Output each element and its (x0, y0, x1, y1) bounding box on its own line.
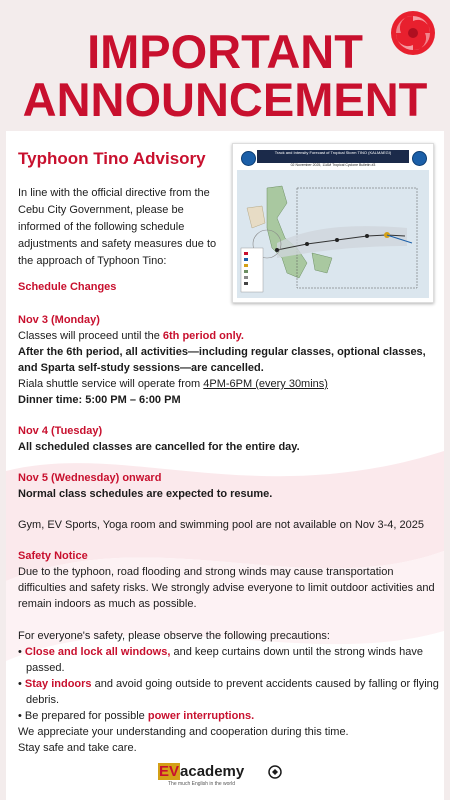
nov5-line1: Normal class schedules are expected to resume. (18, 488, 273, 500)
closing-line-2: Stay safe and take care. (18, 742, 137, 754)
precaution-item-windows: • Close and lock all windows, and keep curtains down until the strong winds have passed. (18, 646, 423, 674)
safety-body: Due to the typhoon, road flooding and strong winds may cause transportation difficulties and safety risks. We strongly advise everyone to limit outdoor activities and remain indoors as much as possible. (18, 566, 435, 610)
nov3-line2: After the 6th period, all activities—including regular classes, optional classes, and Sparta self-study sessions—are cancelled. (18, 346, 426, 374)
nov3-line3: Riala shuttle service will operate from 4PM-6PM (every 30mins) (18, 378, 328, 390)
map-title: Track and Intensity Forecast of Tropical Storm TINO (KALMAEGI) (257, 150, 409, 163)
logo-globe-icon (268, 765, 282, 779)
precaution-item-power: • Be prepared for possible power interruptions. (18, 710, 255, 722)
title-line-1: IMPORTANT (87, 25, 363, 78)
advisory-title: Typhoon Tino Advisory (18, 149, 206, 168)
logo-text: academy (180, 763, 245, 780)
nov3-line4: Dinner time: 5:00 PM – 6:00 PM (18, 394, 181, 406)
logo-ev: EV (159, 763, 180, 780)
nov4-heading: Nov 4 (Tuesday) (18, 425, 103, 437)
closing-line-1: We appreciate your understanding and cooperation during this time. (18, 726, 349, 738)
map-image (237, 148, 429, 298)
safety-heading: Safety Notice (18, 550, 88, 562)
content-card (6, 131, 444, 800)
pagasa-logo-icon (241, 151, 256, 166)
nov3-heading: Nov 3 (Monday) (18, 314, 100, 326)
facilities-notice: Gym, EV Sports, Yoga room and swimming pool are not available on Nov 3-4, 2025 (18, 519, 425, 531)
shuttle-times: 4PM-6PM (every 30mins) (203, 378, 328, 390)
precautions-intro: For everyone's safety, please observe the following precautions: (18, 630, 330, 642)
header (0, 0, 450, 128)
title-line-2: ANNOUNCEMENT (22, 73, 428, 126)
precaution-item-indoors: • Stay indoors and avoid going outside to prevent accidents caused by falling or flying debris. (18, 678, 439, 706)
evacademy-logo (150, 762, 300, 792)
map-subtitle: 02 November 2025, 11AM Tropical Cyclone Bulletin #3 (290, 163, 376, 167)
dost-logo-icon (412, 151, 427, 166)
schedule-heading: Schedule Changes (18, 281, 117, 293)
nov5-heading: Nov 5 (Wednesday) onward (18, 472, 162, 484)
logo-tagline: The much English in the world (168, 781, 235, 787)
advisory-intro: In line with the official directive from the Cebu City Government, please be informed of the following schedule adjustments and safety measures due to the approach of Typhoon Tino: (18, 187, 217, 267)
nov4-line1: All scheduled classes are cancelled for the entire day. (18, 441, 300, 453)
nov3-line1: Classes will proceed until the 6th period only. (18, 330, 244, 342)
map-header (237, 148, 429, 170)
sixth-period-highlight: 6th period only. (162, 330, 244, 342)
